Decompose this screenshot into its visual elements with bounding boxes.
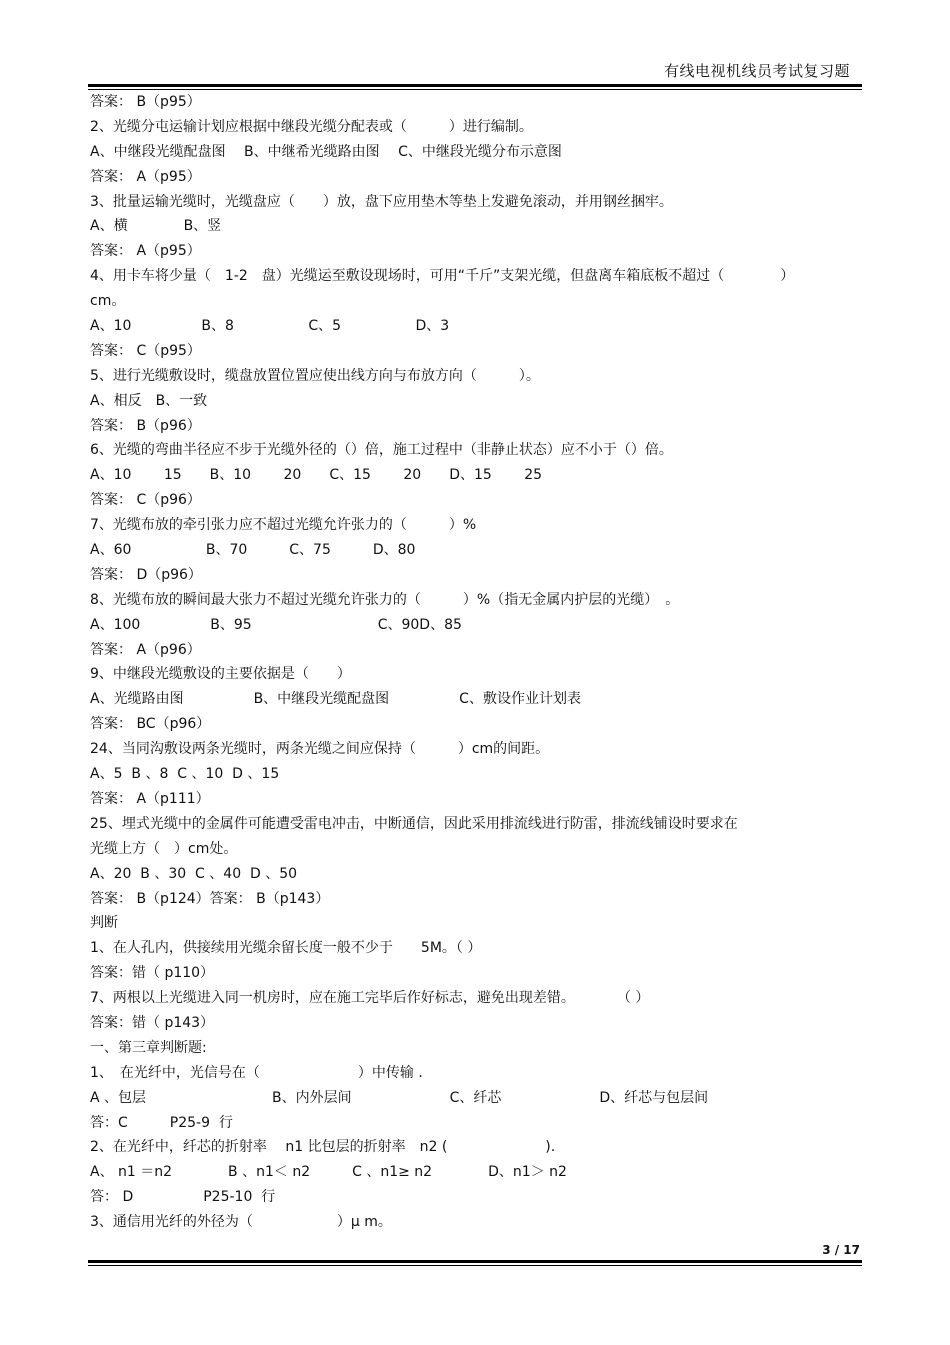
text-line: 答案： A（p95）: [90, 168, 201, 185]
text-line: A、横 B、竖: [90, 218, 222, 235]
text-line: 3、通信用光纤的外径为（ ）μ m。: [90, 1214, 392, 1231]
text-line: 2、在光纤中，纤芯的折射率 n1 比包层的折射率 n2 ( ).: [90, 1139, 556, 1156]
text-line: 答案：错（ p110）: [90, 965, 215, 982]
text-line: A、10 B、8 C、5 D、3: [90, 318, 450, 335]
text-line: 答案： A（p95）: [90, 243, 201, 260]
text-line: 3、批量运输光缆时，光缆盘应（ ）放，盘下应用垫木等垫上发避免滚动，并用钢丝捆牢。: [90, 193, 673, 210]
text-line: A、10 15 B、10 20 C、15 20 D、15 25: [90, 467, 543, 484]
text-line: cm。: [90, 293, 126, 310]
text-line: 判断: [90, 915, 118, 932]
text-line: A 、包层 B、内外层间 C、纤芯 D、纤芯与包层间: [90, 1089, 709, 1106]
text-line: 答案：错（ p143）: [90, 1014, 215, 1031]
text-line: 答案： B（p95）: [90, 94, 201, 110]
text-line: 一、第三章判断题:: [90, 1039, 207, 1056]
text-line: A、5 B 、8 C 、10 D 、15: [90, 766, 280, 783]
text-line: 答：C P25-9 行: [90, 1114, 233, 1131]
text-line: 1、在人孔内，供接续用光缆余留长度一般不少于 5M。（ ）: [90, 940, 482, 957]
text-line: 答案： C（p96）: [90, 492, 201, 509]
text-line: A、光缆路由图 B、中继段光缆配盘图 C、敷设作业计划表: [90, 691, 581, 708]
text-line: A、相反 B、一致: [90, 392, 208, 409]
text-line: 光缆上方（ ）cm处。: [90, 840, 238, 857]
text-line: 25、埋式光缆中的金属件可能遭受雷电冲击，中断通信，因此采用排流线进行防雷，排流线铺设时要求在: [90, 815, 738, 832]
text-line: 1、 在光纤中，光信号在（ ）中传输 .: [90, 1064, 423, 1081]
text-line: 答案： C（p95）: [90, 342, 201, 359]
footer-rule-thin: [88, 1265, 862, 1266]
text-line: 9、中继段光缆敷设的主要依据是（ ）: [90, 666, 351, 683]
text-line: 6、光缆的弯曲半径应不步于光缆外径的（）倍，施工过程中（非静止状态）应不小于（）倍。: [90, 442, 673, 459]
text-line: 2、光缆分屯运输计划应根据中继段光缆分配表或（ ）进行编制。: [90, 118, 533, 135]
text-line: 答案： D（p96）: [90, 566, 202, 583]
text-line: 答案： B（p96）: [90, 417, 201, 434]
text-line: 5、进行光缆敷设时，缆盘放置位置应使出线方向与布放方向（ ）。: [90, 367, 540, 384]
text-line: A、100 B、95 C、90D、85: [90, 616, 462, 633]
text-line: A、中继段光缆配盘图 B、中继希光缆路由图 C、中继段光缆分布示意图: [90, 143, 562, 160]
text-line: 7、光缆布放的牵引张力应不超过光缆允许张力的（ ）%: [90, 517, 477, 534]
text-line: 4、用卡车将少量（ 1-2 盘）光缆运至敷设现场时，可用“千斤”支架光缆，但盘离车箱底板不超过（ ）: [90, 268, 795, 285]
text-line: 24、当同沟敷设两条光缆时，两条光缆之间应保持（ ）cm的间距。: [90, 741, 550, 758]
footer-rule: [88, 1260, 862, 1263]
text-line: 7、两根以上光缆进入同一机房时，应在施工完毕后作好标志，避免出现差错。 （ ）: [90, 990, 650, 1007]
text-line: A、20 B 、30 C 、40 D 、50: [90, 865, 298, 882]
page-number: 3 / 17: [822, 1243, 860, 1257]
text-line: 答案： A（p111）: [90, 790, 210, 807]
text-line: 答： D P25-10 行: [90, 1189, 276, 1206]
text-line: 答案： BC（p96）: [90, 716, 211, 733]
text-line: A、 n1 ＝n2 B 、n1＜ n2 C 、n1≥ n2 D、n1＞ n2: [90, 1164, 567, 1181]
text-line: 8、光缆布放的瞬间最大张力不超过光缆允许张力的（ ）%（指无金属内护层的光缆） 。: [90, 591, 680, 608]
header-rule: [88, 84, 862, 87]
text-line: 答案： B（p124）答案： B（p143）: [90, 890, 330, 907]
text-line: A、60 B、70 C、75 D、80: [90, 542, 416, 559]
text-line: 答案： A（p96）: [90, 641, 201, 658]
document-body: [90, 90, 865, 1235]
document-header-title: 有线电视机线员考试复习题: [663, 62, 850, 80]
